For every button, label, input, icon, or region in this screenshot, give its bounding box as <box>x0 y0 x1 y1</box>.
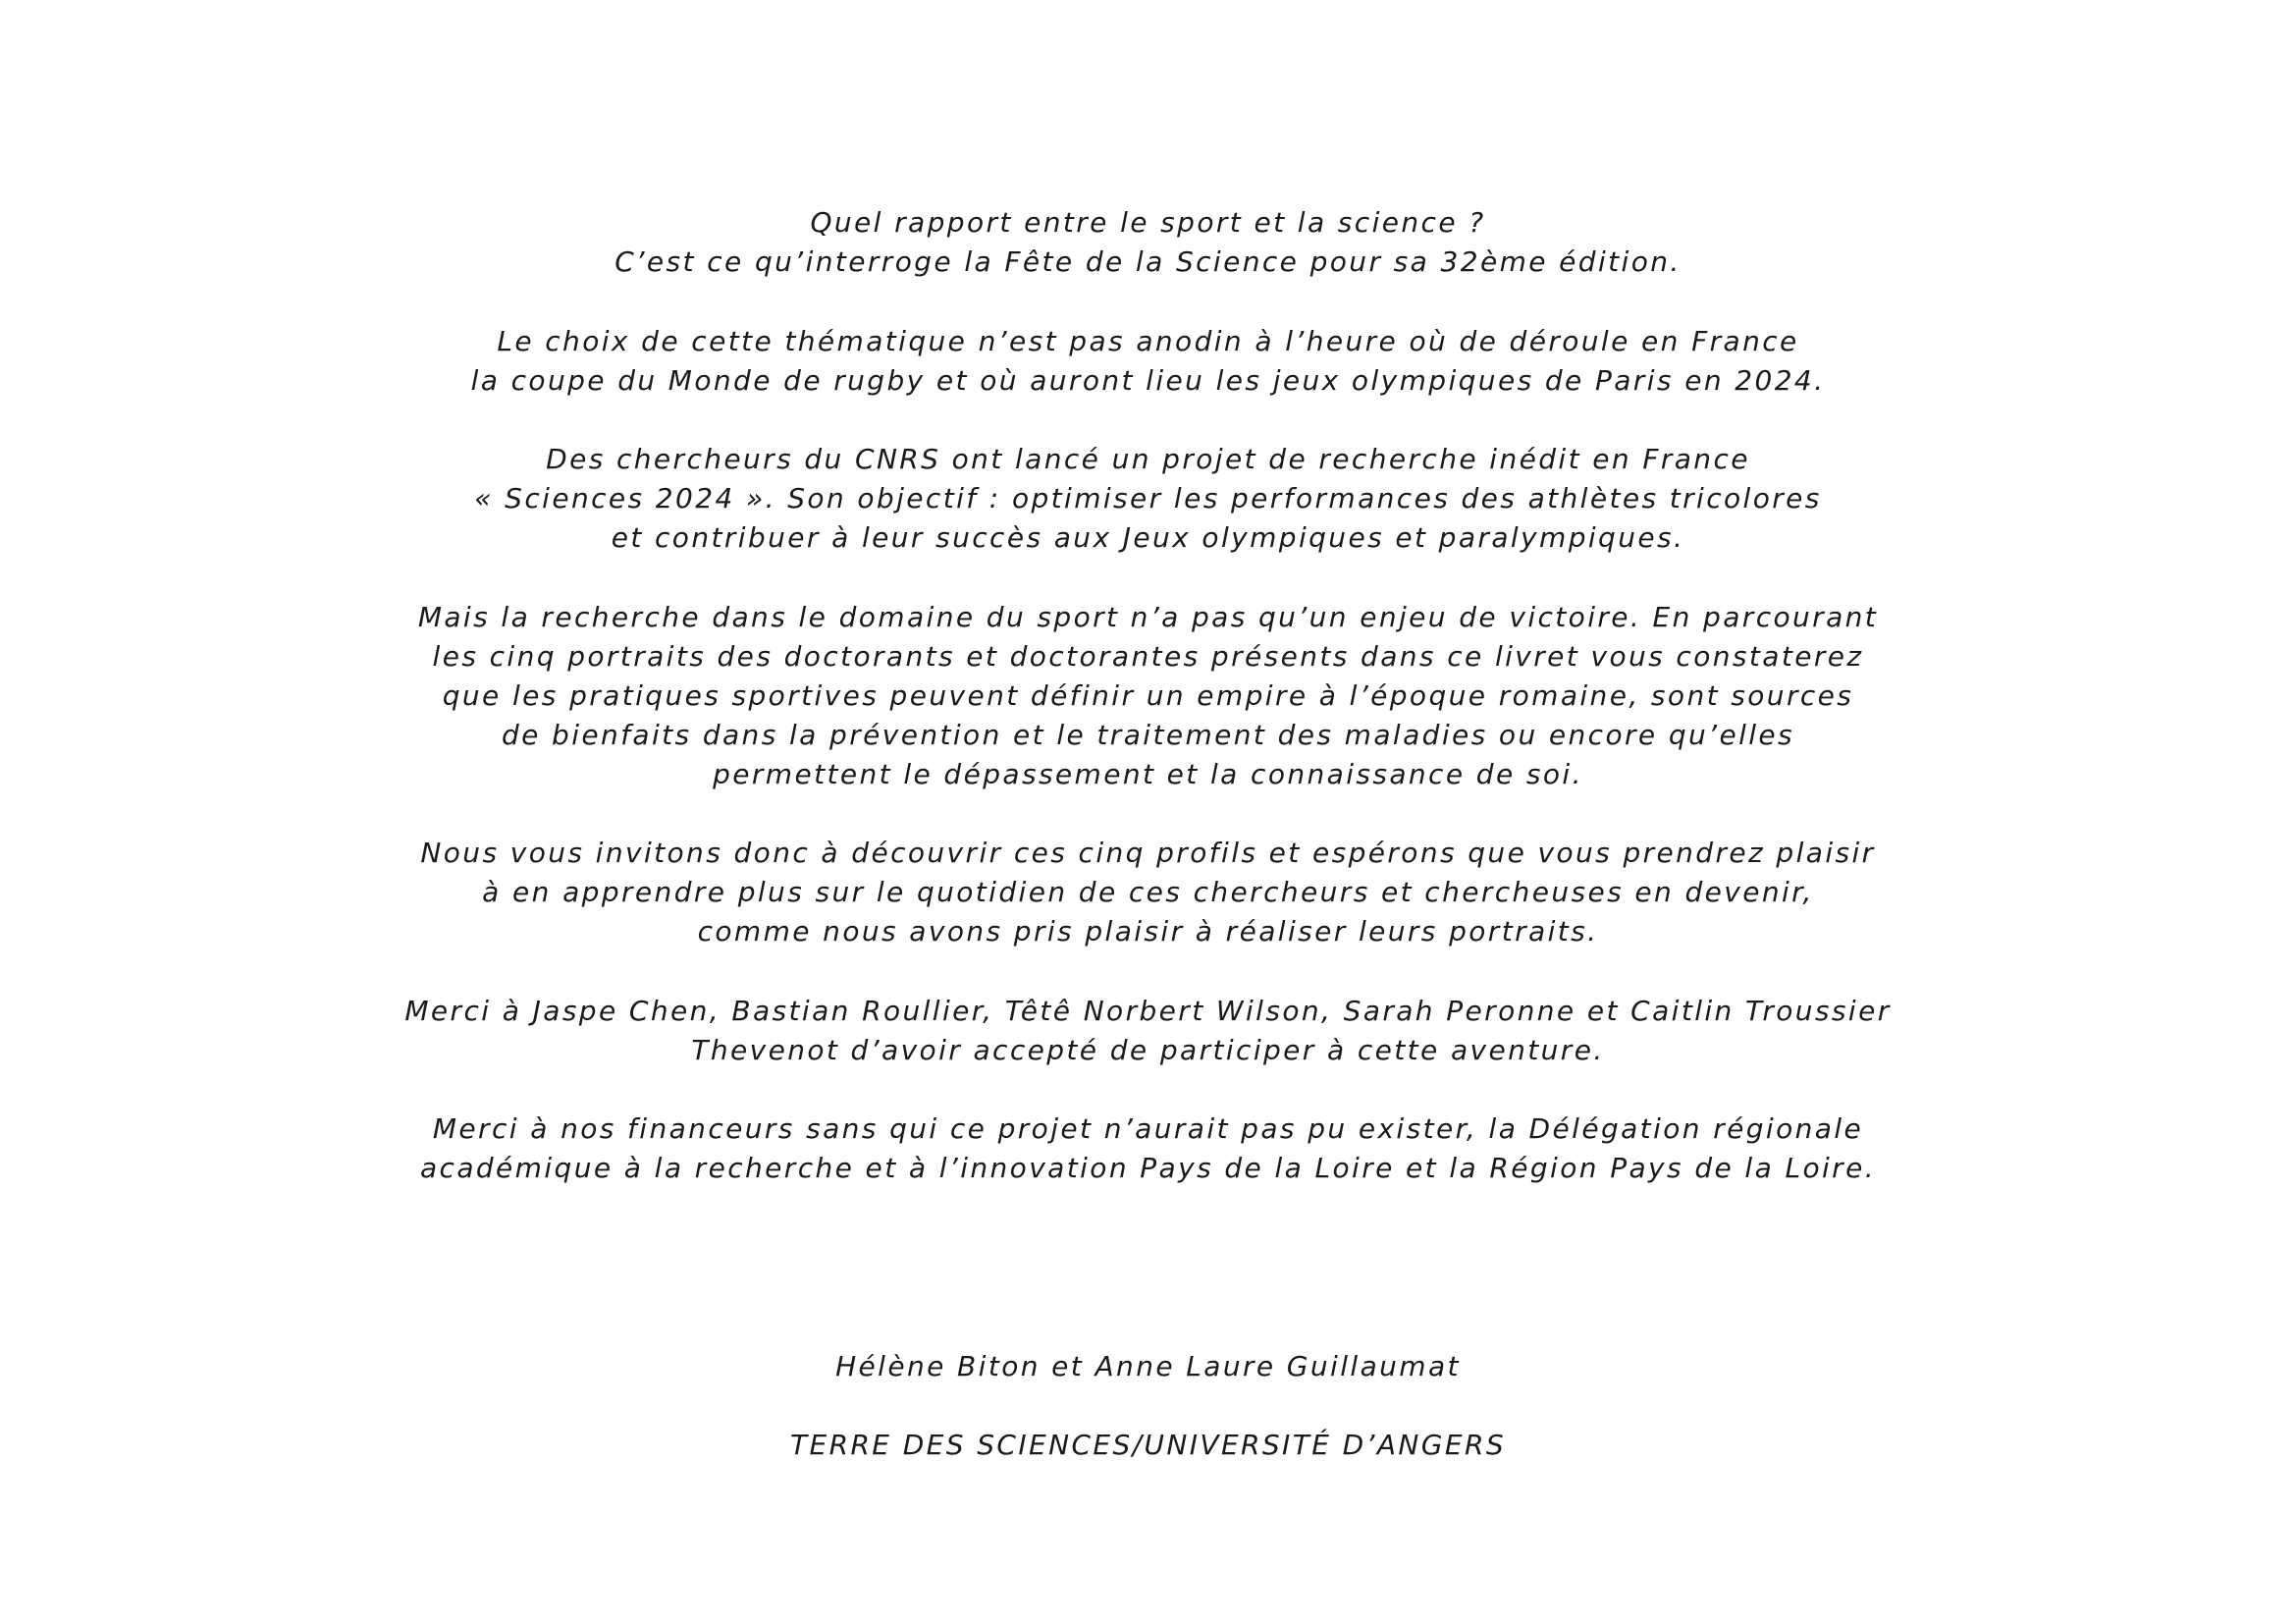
text-line: la coupe du Monde de rugby et où auront lieu les jeux olympiques de Paris en 2024. <box>470 364 1826 397</box>
text-line: académique à la recherche et à l’innovation Pays de la Loire et la Région Pays de la Loire. <box>419 1152 1877 1184</box>
paragraph-thanks-participants <box>0 992 2296 1070</box>
signature-organization <box>0 1426 2296 1465</box>
paragraph-research <box>0 598 2296 794</box>
paragraph-intro <box>0 203 2296 282</box>
text-line: de bienfaits dans la prévention et le traitement des maladies ou encore qu’elles <box>501 719 1795 751</box>
authors-line: Hélène Biton et Anne Laure Guillaumat <box>835 1350 1461 1382</box>
text-line: Merci à nos financeurs sans qui ce projet n’aurait pas pu exister, la Délégation régionale <box>432 1112 1864 1145</box>
text-line: permettent le dépassement et la connaissance de soi. <box>713 758 1583 790</box>
text-line: que les pratiques sportives peuvent définir un empire à l’époque romaine, sont sources <box>442 679 1854 712</box>
text-line: Mais la recherche dans le domaine du sport n’a pas qu’un enjeu de victoire. En parcourant <box>417 601 1879 633</box>
text-line: Quel rapport entre le sport et la science ? <box>810 206 1486 239</box>
text-line: C’est ce qu’interroge la Fête de la Science pour sa 32ème édition. <box>614 245 1682 278</box>
text-line: comme nous avons pris plaisir à réaliser leurs portraits. <box>697 915 1599 947</box>
paragraph-theme <box>0 322 2296 401</box>
text-line: les cinq portraits des doctorants et doctorantes présents dans ce livret vous constaterez <box>432 640 1864 673</box>
organization-line: TERRE DES SCIENCES/UNIVERSITÉ D’ANGERS <box>790 1429 1506 1461</box>
text-line: Le choix de cette thématique n’est pas anodin à l’heure où de déroule en France <box>497 325 1799 357</box>
text-line: Thevenot d’avoir accepté de participer à cette aventure. <box>691 1034 1605 1066</box>
text-line: « Sciences 2024 ». Son objectif : optimiser les performances des athlètes tricolores <box>474 482 1822 514</box>
paragraph-invitation <box>0 834 2296 951</box>
text-line: Nous vous invitons donc à découvrir ces cinq profils et espérons que vous prendrez plaisir <box>420 837 1876 869</box>
signature-authors <box>0 1347 2296 1386</box>
text-line: Merci à Jaspe Chen, Bastian Roullier, Têtê Norbert Wilson, Sarah Peronne et Caitlin Troussier <box>404 995 1892 1027</box>
paragraph-cnrs-project <box>0 440 2296 558</box>
text-line: et contribuer à leur succès aux Jeux olympiques et paralympiques. <box>611 521 1685 554</box>
paragraph-thanks-funders <box>0 1110 2296 1188</box>
text-line: Des chercheurs du CNRS ont lancé un projet de recherche inédit en France <box>546 443 1750 475</box>
text-line: à en apprendre plus sur le quotidien de ces chercheurs et chercheuses en devenir, <box>482 876 1814 908</box>
